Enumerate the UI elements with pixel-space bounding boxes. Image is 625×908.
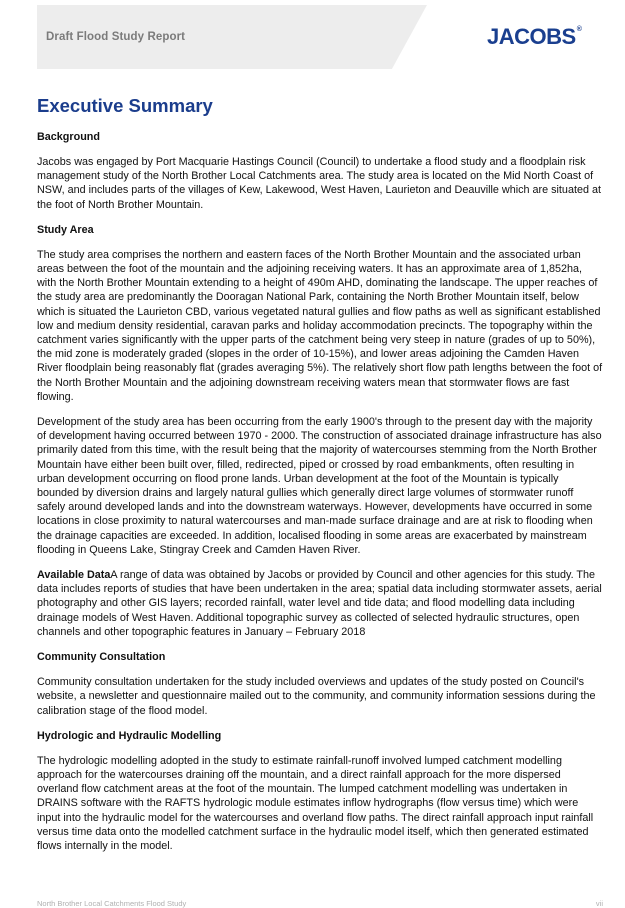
community-consultation-paragraph: Community consultation undertaken for the study included overviews and updates of the study posted on Council's website, a newsletter and questionnaire mailed out to the community, and community information sessions during the calibration stage of the flood model.: [37, 676, 596, 717]
logo-text: JACOBS: [487, 24, 576, 49]
study-area-paragraph-2: Development of the study area has been occurring from the early 1900's through to the present day with the majority of development having occurred between 1970 - 2000. The construction of associated drainage infrastructure has also primarily dated from this time, with the result being that the majority of watercourses stemming from the North Brother Mountain have either been built over, filled, redirected, piped or crossed by road embankments, often resulting in urban development occurring on flood prone lands. Urban development at the foot of the Mountain is typically bounded by diversion drains and largely natural gullies which generally direct large volumes of stormwater runoff safely around developed lands and into the downstream waterways. However, developments have occurred in some locations in close proximity to natural watercourses and man-made surface drainage and are at risk to flooding when the drainage capacities are exceeded. In addition, localised flooding in some areas are exacerbated by mainstream flooding in Queens Lake, Stingray Creek and Camden Haven River.: [37, 416, 602, 556]
background-paragraph: Jacobs was engaged by Port Macquarie Hastings Council (Council) to undertake a flood study and a floodplain risk management study of the North Brother Local Catchments area. The study area is located on the Mid North Coast of NSW, and includes parts of the villages of Kew, Lakewood, West Haven, Laurieton and Deauville which are situated at the foot of North Brother Mountain.: [37, 156, 601, 211]
page-title: Executive Summary: [37, 95, 213, 116]
registered-mark: ®: [576, 26, 582, 33]
document-body: [37, 95, 603, 864]
footer-text: North Brother Local Catchments Flood Study: [37, 899, 187, 908]
page-footer: [37, 899, 603, 908]
section-heading-available-data: Available Data: [37, 569, 111, 582]
section-heading-hydrologic-modelling: Hydrologic and Hydraulic Modelling: [37, 729, 222, 742]
section-heading-background: Background: [37, 131, 100, 143]
jacobs-logo: [487, 24, 581, 50]
available-data-paragraph: [37, 568, 603, 639]
section-heading-community-consultation: Community Consultation: [37, 651, 166, 664]
section-heading-study-area: Study Area: [37, 223, 94, 236]
footer-page-number: vii: [595, 899, 603, 908]
hydrologic-modelling-paragraph: The hydrologic modelling adopted in the study to estimate rainfall-runoff involved lumped catchment modelling approach for the watercourses draining off the mountain, and a direct rainfall approach for the more dispersed overland flow catchment areas at the foot of the mountain. The lumped catchment modelling was undertaken in DRAINS software with the RAFTS hydrologic module estimates inflow hydrographs (flow versus time) which were input into the hydraulic model for the watercourses and overland flow paths. The direct rainfall approach input rainfall versus time data onto the modelled catchment surface in the hydraulic model itself, which then generated estimated flows internally in the model.: [37, 754, 594, 852]
study-area-paragraph-1: The study area comprises the northern and eastern faces of the North Brother Mountain and the associated urban areas between the foot of the mountain and the adjoining receiving waters. It has an approximate area of 1,852ha, with the North Brother Mountain extending to a height of 490m AHD, dominating the landscape. The upper reaches of the study area are predominantly the Dooragan National Park, containing the North Brother Mountain itself, below which is situated the Laurieton CBD, various vegetated natural gullies and flow paths as well as significant established low and medium density residential, caravan parks and holiday accommodation precincts. The topography within the catchment varies significantly with the upper parts of the catchment being very steep in nature (grades of up to 50%), the mid zone is moderately graded (slopes in the order of 10-15%), and lower areas adjoining the Camden Haven River floodplain being reasonably flat (grades averaging 5%). The relatively short flow path lengths between the foot of the North Brother Mountain and the adjoining downstream receiving waters mean that stormwater flows are fast flowing.: [37, 248, 603, 403]
available-data-text: A range of data was obtained by Jacobs or provided by Council and other agencies for this study. The data includes reports of studies that have been undertaken in the area; spatial data including stormwater assets, aerial photography and other GIS layers; recorded rainfall, water level and tide data; and flood modelling data including drainage models of West Haven. Additional topographic survey as collected of selected hydraulic structures, open channels and other topographic features in January – February 2018: [37, 569, 602, 638]
report-header-title: Draft Flood Study Report: [46, 31, 186, 43]
